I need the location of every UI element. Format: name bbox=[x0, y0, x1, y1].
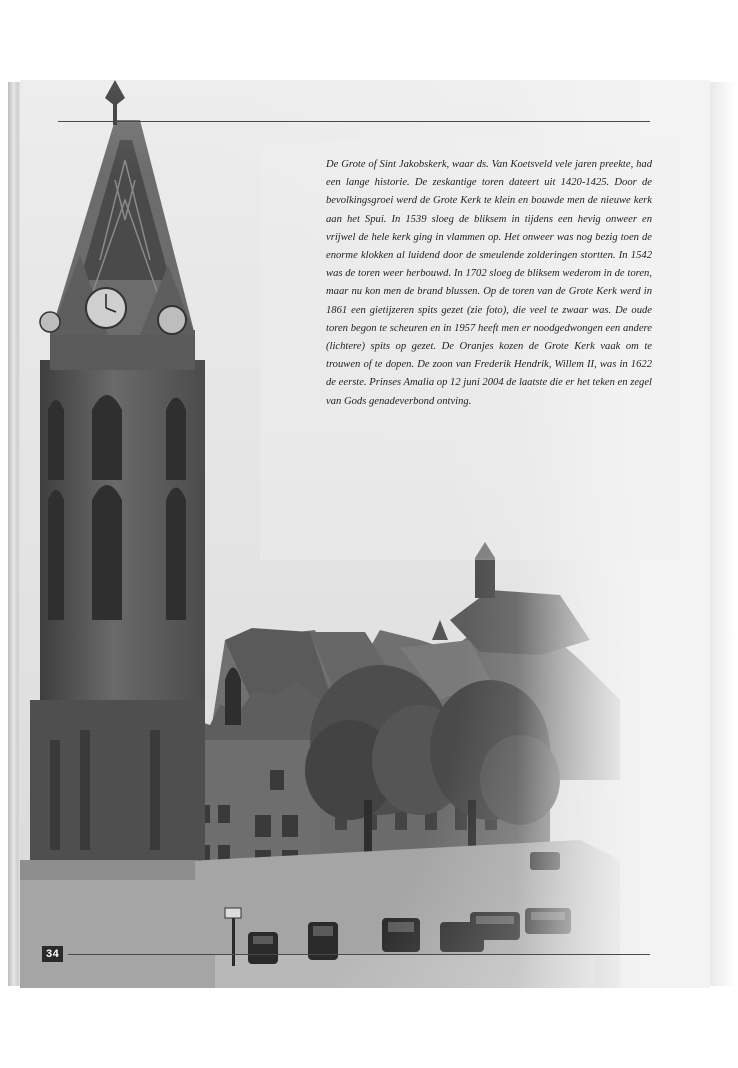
caption-text: De Grote of Sint Jakobskerk, waar ds. Van Koetsveld vele jaren preekte, had een lange historie. De zeskantige toren dateert uit 1420-1425. Door de bevolkingsgroei werd de Grote Kerk te klein en bouwde men de nieuwe kerk aan het Spui. In 1539 sloeg de bliksem in tijdens een hevig onweer en vrijwel de hele kerk ging in vlammen op. Het onweer was nog bezig toen de enorme klokken al luidend door de smeulende zolderingen stortten. In 1542 was de toren weer herbouwd. In 1702 sloeg de bliksem wederom in de toren, maar nu kon men de brand blussen. Op de toren van de Grote Kerk werd in 1861 een gietijzeren spits gezet (zie foto), die veel te zwaar was. De oude toren begon te scheuren en in 1957 heeft men er noodgedwongen een andere (lichtere) spits op gezet. De Oranjes kozen de Grote Kerk vaak om te trouwen of te dopen. De zoon van Frederik Hendrik, Willem II, was in 1622 de eerste. Prinses Amalia op 12 juni 2004 de laatste die er het teken en zegel van Gods genadeverbond ontving. bbox=[326, 159, 652, 407]
page-number: 34 bbox=[42, 946, 63, 962]
top-rule bbox=[58, 121, 650, 122]
book-page bbox=[20, 80, 710, 988]
bottom-rule bbox=[68, 954, 650, 955]
page-edge bbox=[710, 82, 736, 986]
